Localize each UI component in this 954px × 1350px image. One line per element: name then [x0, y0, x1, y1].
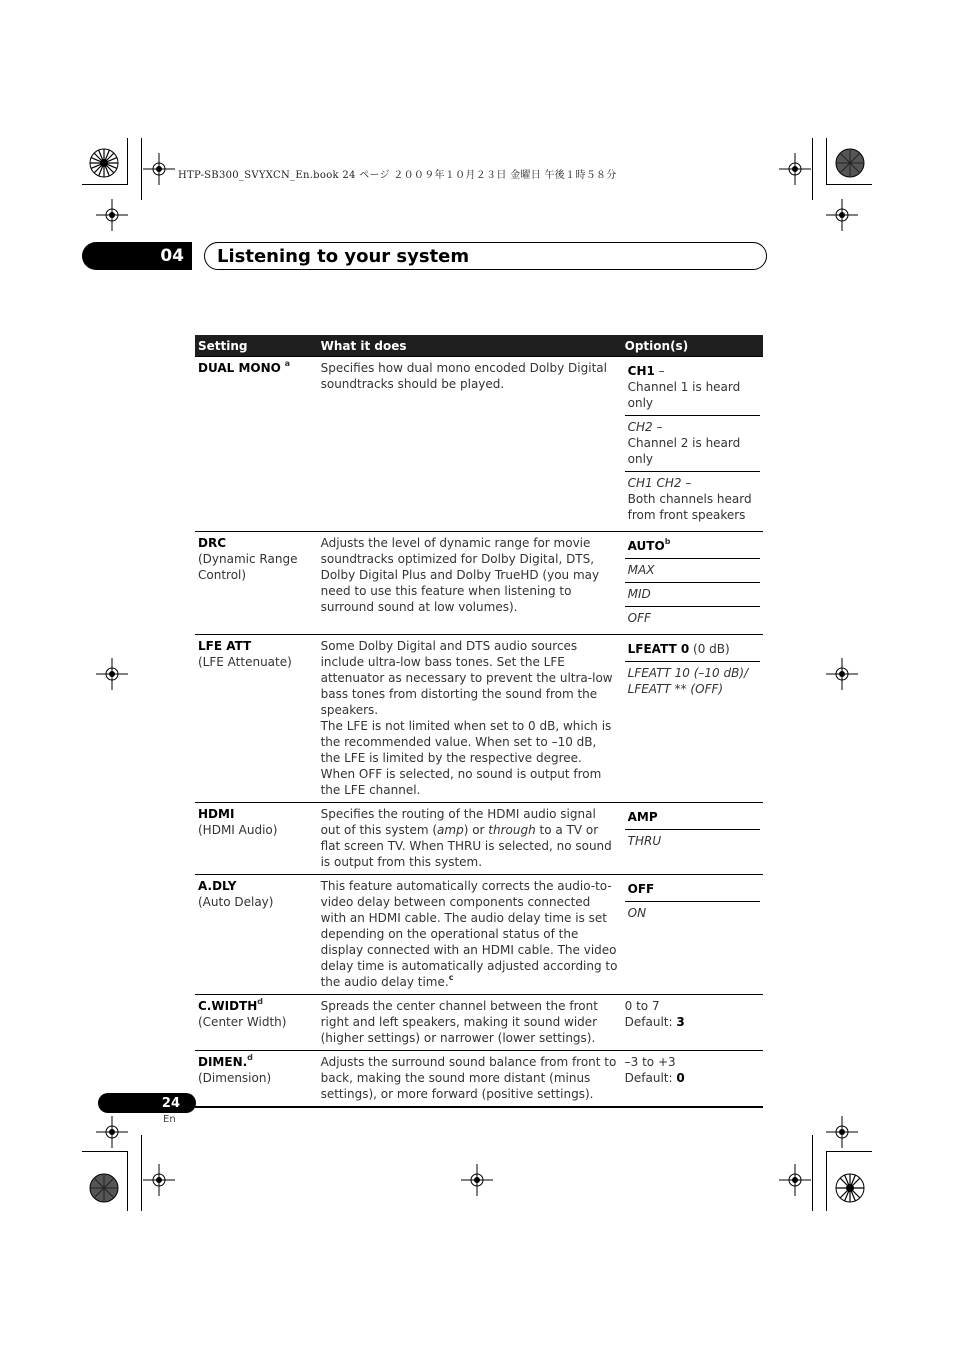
setting-name: DRC — [198, 536, 227, 550]
table-header-row — [195, 335, 763, 357]
setting-cell — [195, 635, 318, 803]
options-cell — [622, 635, 763, 803]
option-item: MAX — [625, 558, 760, 582]
option-item: MID — [625, 582, 760, 606]
setting-subtitle: (Center Width) — [198, 1015, 287, 1029]
registration-circle-icon — [86, 1170, 122, 1206]
setting-name: A.DLY — [198, 879, 237, 893]
option-item: LFEATT 10 (–10 dB)/ LFEATT ** (OFF) — [625, 661, 760, 701]
footnote-ref: b — [664, 537, 671, 546]
chapter-title-bar — [204, 242, 767, 270]
setting-subtitle: (LFE Attenuate) — [198, 655, 292, 669]
footnote-ref: d — [247, 1053, 253, 1062]
default-value: 3 — [676, 1015, 685, 1029]
option-range: 0 to 7 — [624, 999, 660, 1013]
setting-name: DIMEN. — [198, 1055, 248, 1069]
footnote-ref: c — [448, 973, 454, 982]
option-item: ON — [625, 901, 760, 925]
setting-cell — [195, 803, 318, 875]
table-row — [195, 1051, 763, 1108]
description-cell: Spreads the center channel between the front right and left speakers, making it sound wider (higher settings) or narrower (lower settings). — [318, 995, 622, 1051]
option-item: OFF — [627, 882, 655, 896]
description-cell: Adjusts the level of dynamic range for movie soundtracks optimized for Dolby Digital, DTS, Dolby Digital Plus and Dolby TrueHD (you may need to use this feature when listening to surround sound at low volumes). — [318, 532, 622, 635]
chapter-number-tab — [82, 242, 192, 270]
option-range: –3 to +3 — [624, 1055, 676, 1069]
setting-subtitle: (Auto Delay) — [198, 895, 274, 909]
setting-cell — [195, 532, 318, 635]
option-item: CH2 – Channel 2 is heard only — [625, 415, 760, 471]
setting-name: LFE ATT — [198, 639, 252, 653]
crosshair-mark-icon — [826, 199, 858, 231]
table-row — [195, 995, 763, 1051]
header-setting: Setting — [195, 335, 318, 357]
chapter-title: Listening to your system — [217, 245, 470, 267]
table-row — [195, 875, 763, 995]
crosshair-mark-icon — [96, 199, 128, 231]
option-item: THRU — [625, 829, 760, 853]
options-cell — [622, 357, 763, 532]
registration-circle-icon — [832, 1170, 868, 1206]
crosshair-mark-icon — [826, 658, 858, 690]
option-item: AUTO$^b$ — [627, 537, 671, 553]
setting-name: C.WIDTH — [198, 999, 258, 1013]
page-number: 24 — [161, 1095, 180, 1111]
setting-cell — [195, 1051, 318, 1108]
option-item: CH1 – Channel 1 is heard only — [627, 364, 741, 410]
options-cell — [622, 803, 763, 875]
default-value: 0 — [676, 1071, 685, 1085]
page-language: En — [163, 1114, 176, 1125]
option-item: LFEATT 0 (0 dB) — [627, 642, 730, 656]
setting-name: HDMI — [198, 807, 235, 821]
footnote-ref: d — [257, 997, 263, 1006]
registration-circle-icon — [86, 145, 122, 181]
header-options: Option(s) — [622, 335, 763, 357]
description-cell: Some Dolby Digital and DTS audio sources include ultra-low bass tones. Set the LFE attenuator as necessary to prevent the ultra-low bass tones from distorting the sound from the speakers. The LFE is not limited when set to 0 dB, which is the recommended value. When set to –10 dB, the LFE is limited by the respective degree. When OFF is selected, no sound is output from the LFE channel. — [318, 635, 622, 803]
crosshair-mark-icon — [143, 1164, 175, 1196]
option-item: OFF — [625, 606, 760, 630]
page-number-tab — [98, 1093, 196, 1113]
crosshair-mark-icon — [461, 1164, 493, 1196]
setting-cell — [195, 357, 318, 532]
setting-subtitle: (Dynamic Range Control) — [198, 552, 298, 582]
options-cell — [622, 875, 763, 995]
option-item: AMP — [627, 810, 658, 824]
setting-name: DUAL MONO — [198, 361, 281, 375]
options-cell — [622, 532, 763, 635]
crosshair-mark-icon — [826, 1116, 858, 1148]
print-info-line: HTP-SB300_SVYXCN_En.book 24 ページ ２００９年１０月２３日 金曜日 午後１時５８分 — [178, 170, 617, 181]
chapter-number: 04 — [160, 246, 184, 266]
table-row — [195, 532, 763, 635]
header-what-it-does: What it does — [318, 335, 622, 357]
setting-subtitle: (HDMI Audio) — [198, 823, 278, 837]
settings-table — [195, 335, 763, 1108]
options-cell: –3 to +3 Default: 0 — [622, 1051, 763, 1108]
options-cell: 0 to 7 Default: 3 — [622, 995, 763, 1051]
setting-cell — [195, 995, 318, 1051]
crosshair-mark-icon — [96, 658, 128, 690]
crosshair-mark-icon — [779, 153, 811, 185]
crosshair-mark-icon — [143, 153, 175, 185]
setting-cell — [195, 875, 318, 995]
table-row — [195, 635, 763, 803]
description-cell: Adjusts the surround sound balance from front to back, making the sound more distant (minus settings), or more forward (positive settings). — [318, 1051, 622, 1108]
description-cell: Specifies how dual mono encoded Dolby Digital soundtracks should be played. — [318, 357, 622, 532]
setting-subtitle: (Dimension) — [198, 1071, 272, 1085]
crosshair-mark-icon — [96, 1116, 128, 1148]
option-item: CH1 CH2 – Both channels heard from front speakers — [625, 471, 760, 527]
table-row — [195, 803, 763, 875]
footnote-ref: a — [284, 359, 291, 368]
crosshair-mark-icon — [779, 1164, 811, 1196]
table-row — [195, 357, 763, 532]
description-cell: This feature automatically corrects the audio-to-video delay between components connected with an HDMI cable. The audio delay time is set depending on the operational status of the display connected with an HDMI cable. The video delay time is automatically adjusted according to the audio delay time.$^c$ — [318, 875, 622, 995]
registration-circle-icon — [832, 145, 868, 181]
description-cell: Specifies the routing of the HDMI audio signal out of this system (amp) or through to a TV or flat screen TV. When THRU is selected, no sound is output from this system. — [318, 803, 622, 875]
